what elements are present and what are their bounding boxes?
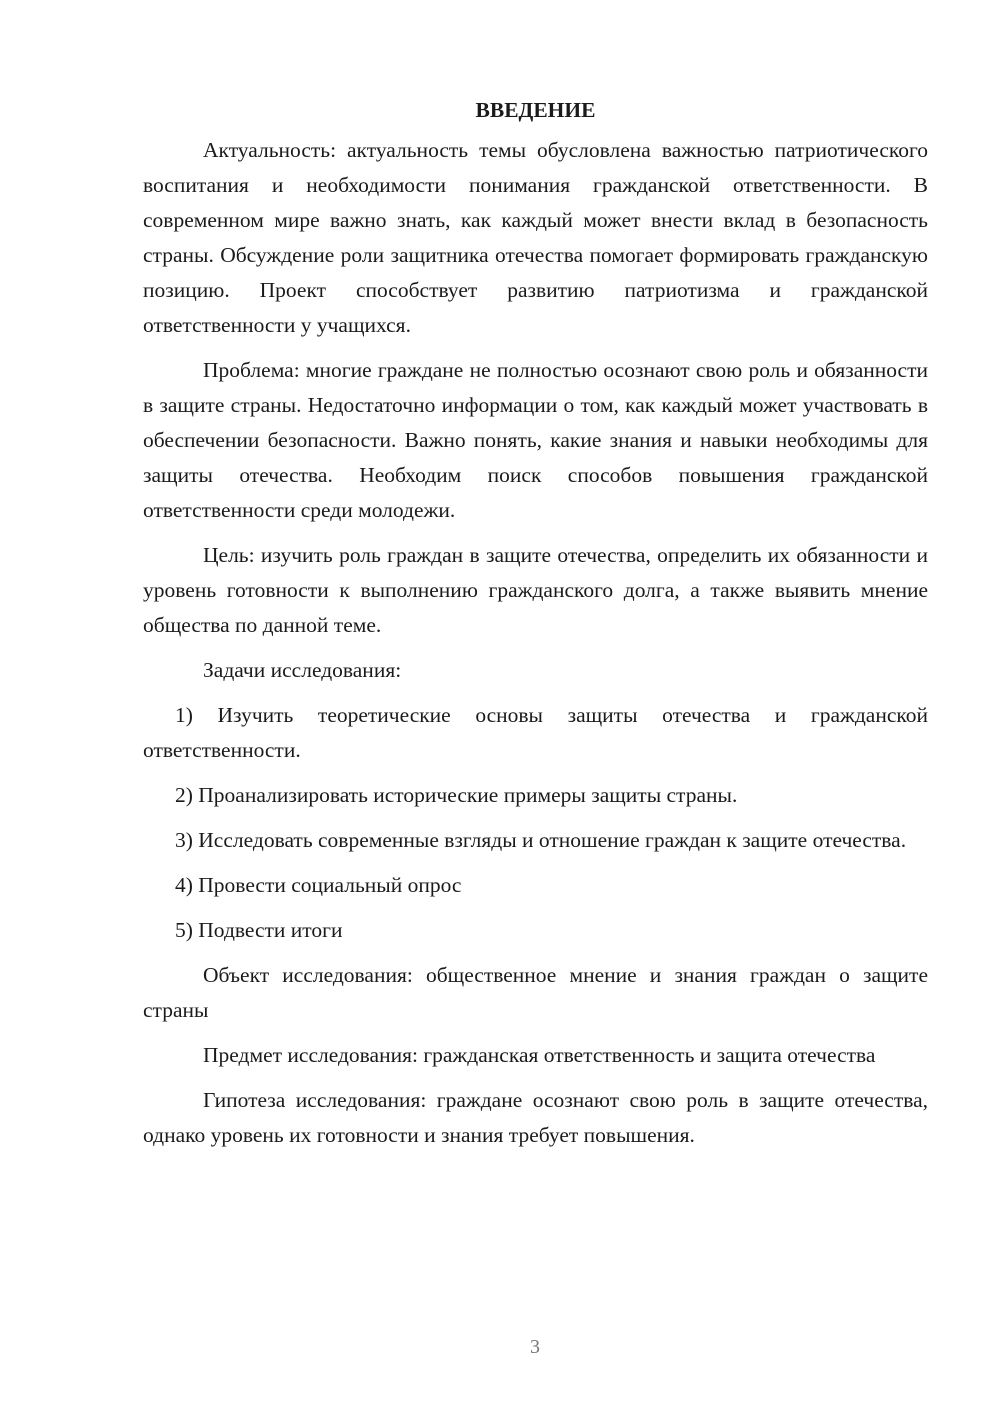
task-item: 1) Изучить теоретические основы защиты отечества и гражданской ответственности.	[143, 703, 928, 762]
problem-paragraph: Проблема: многие граждане не полностью осознают свою роль и обязанности в защите страны. Недостаточно информации о том, как каждый может участвовать в обеспечении безопасности. Важно понять, какие знания и навыки необходимы для защиты отечества. Необходим поиск способов повышения гражданской ответственности среди молодежи.	[143, 358, 928, 522]
task-item: 4) Провести социальный опрос	[175, 873, 462, 897]
goal-paragraph: Цель: изучить роль граждан в защите отечества, определить их обязанности и уровень готовности к выполнению гражданского долга, а также выявить мнение общества по данной теме.	[143, 543, 928, 637]
page-number: 3	[530, 1336, 540, 1358]
relevance-paragraph: Актуальность: актуальность темы обусловлена важностью патриотического воспитания и необходимости понимания гражданской ответственности. В современном мире важно знать, как каждый может внести вклад в безопасность страны. Обсуждение роли защитника отечества помогает формировать гражданскую позицию. Проект способствует развитию патриотизма и гражданской ответственности у учащихся.	[143, 138, 928, 337]
page-title: ВВЕДЕНИЕ	[475, 98, 596, 122]
task-item: 3) Исследовать современные взгляды и отношение граждан к защите отечества.	[175, 828, 907, 852]
task-item: 2) Проанализировать исторические примеры защиты страны.	[175, 783, 738, 807]
hypothesis-paragraph: Гипотеза исследования: граждане осознают свою роль в защите отечества, однако уровень их готовности и знания требует повышения.	[143, 1088, 928, 1147]
document-page	[143, 96, 928, 1163]
subject-paragraph: Предмет исследования: гражданская ответственность и защита отечества	[203, 1043, 876, 1067]
object-paragraph: Объект исследования: общественное мнение и знания граждан о защите страны	[143, 963, 928, 1022]
task-item: 5) Подвести итоги	[175, 918, 343, 942]
tasks-heading: Задачи исследования:	[203, 658, 402, 682]
